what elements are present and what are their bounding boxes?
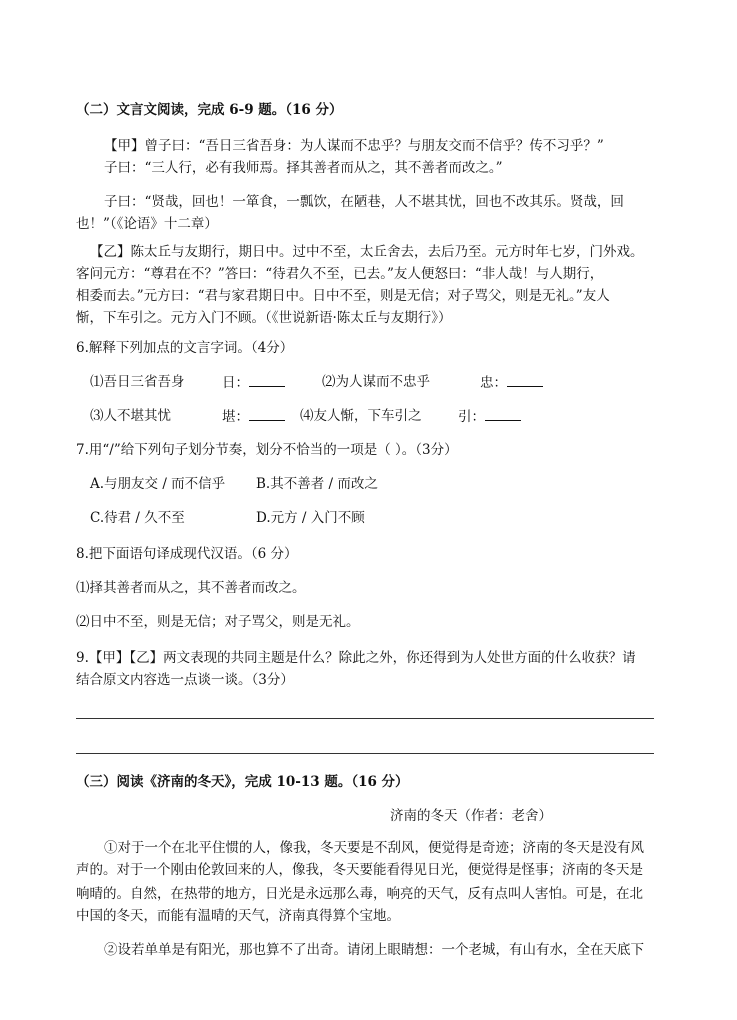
answer-line[interactable] bbox=[76, 753, 654, 754]
q6-item-4: ⑷友人惭，下车引之 bbox=[300, 408, 422, 424]
answer-blank[interactable] bbox=[249, 406, 285, 421]
q6-item-1: ⑴吾日三省吾身 bbox=[90, 374, 185, 390]
section-heading: （二）文言文阅读，完成 6-9 题。（16 分） bbox=[76, 102, 343, 118]
question-7-stem: 7.用“/”给下列句子划分节奏，划分不恰当的一项是（ ）。（3分） bbox=[76, 442, 458, 458]
q7-option-c: C.待君 / 久不至 bbox=[90, 510, 185, 526]
q6-item-3: ⑶人不堪其忧 bbox=[90, 408, 171, 424]
text-line: 也！”（《论语》十二章） bbox=[76, 216, 218, 232]
q8-sentence-2: ⑵日中不至，则是无信；对子骂父，则是无礼。 bbox=[76, 614, 360, 630]
answer-line[interactable] bbox=[76, 718, 654, 719]
text-line: 响晴的。自然，在热带的地方，日光是永远那么毒，响亮的天气，反有点叫人害怕。可是，在北 bbox=[76, 886, 643, 902]
text-line: 客问元方：“尊君在不？”答曰：“待君久不至，已去。”友人便怒曰：“非人哉！与人期行， bbox=[76, 266, 604, 282]
text-line: 惭，下车引之。元方入门不顾。（《世说新语·陈太丘与友期行》） bbox=[76, 310, 452, 326]
text-line: 子曰：“三人行，必有我师焉。择其善者而从之，其不善者而改之。” bbox=[104, 160, 503, 176]
article-title: 济南的冬天（作者：老舍） bbox=[390, 808, 552, 824]
question-8-stem: 8.把下面语句译成现代汉语。（6 分） bbox=[76, 546, 298, 562]
question-6-stem: 6.解释下列加点的文言字词。（4分） bbox=[76, 340, 294, 356]
text-line: 子曰：“贤哉，回也！一箪食，一瓢饮，在陋巷，人不堪其忧，回也不改其乐。贤哉，回 bbox=[104, 194, 624, 210]
q7-option-d: D.元方 / 入门不顾 bbox=[256, 510, 365, 526]
question-9-stem: 9.【甲】【乙】两文表现的共同主题是什么？除此之外，你还得到为人处世方面的什么收获？请 bbox=[76, 650, 636, 666]
question-9-stem-cont: 结合原文内容选一点谈一谈。（3分） bbox=[76, 672, 294, 688]
text-line: 【乙】陈太丘与友期行，期日中。过中不至，太丘舍去，去后乃至。元方时年七岁，门外戏。 bbox=[90, 244, 644, 260]
text-line: ①对于一个在北平住惯的人，像我，冬天要是不刮风，便觉得是奇迹；济南的冬天是没有风 bbox=[104, 840, 644, 856]
q8-sentence-1: ⑴择其善者而从之，其不善者而改之。 bbox=[76, 580, 306, 596]
q6-item-2: ⑵为人谋而不忠乎 bbox=[322, 374, 430, 390]
text-line: 【甲】曾子曰：“吾日三省吾身：为人谋而不忠乎？与朋友交而不信乎？传不习乎？” bbox=[104, 138, 604, 154]
q6-item-2-answer: 忠： bbox=[480, 372, 543, 393]
q7-option-a: A.与朋友交 / 而不信乎 bbox=[90, 476, 226, 492]
q7-option-b: B.其不善者 / 而改之 bbox=[256, 476, 378, 492]
section-heading: （三）阅读《济南的冬天》，完成 10-13 题。（16 分） bbox=[76, 774, 409, 790]
q6-item-4-answer: 引： bbox=[458, 406, 521, 427]
text-line: 中国的冬天，而能有温晴的天气，济南真得算个宝地。 bbox=[76, 908, 400, 924]
text-line: 相委而去。”元方曰：“君与家君期日中。日中不至，则是无信；对子骂父，则是无礼。”友人 bbox=[76, 288, 610, 304]
q6-item-1-answer: 日： bbox=[222, 372, 285, 393]
answer-blank[interactable] bbox=[507, 372, 543, 387]
q6-item-3-answer: 堪： bbox=[222, 406, 285, 427]
answer-blank[interactable] bbox=[249, 372, 285, 387]
text-line: 声的。对于一个刚由伦敦回来的人，像我，冬天要能看得见日光，便觉得是怪事；济南的冬天是 bbox=[76, 862, 643, 878]
answer-blank[interactable] bbox=[485, 406, 521, 421]
text-line: ②设若单单是有阳光，那也算不了出奇。请闭上眼睛想：一个老城，有山有水，全在天底下 bbox=[104, 942, 644, 958]
